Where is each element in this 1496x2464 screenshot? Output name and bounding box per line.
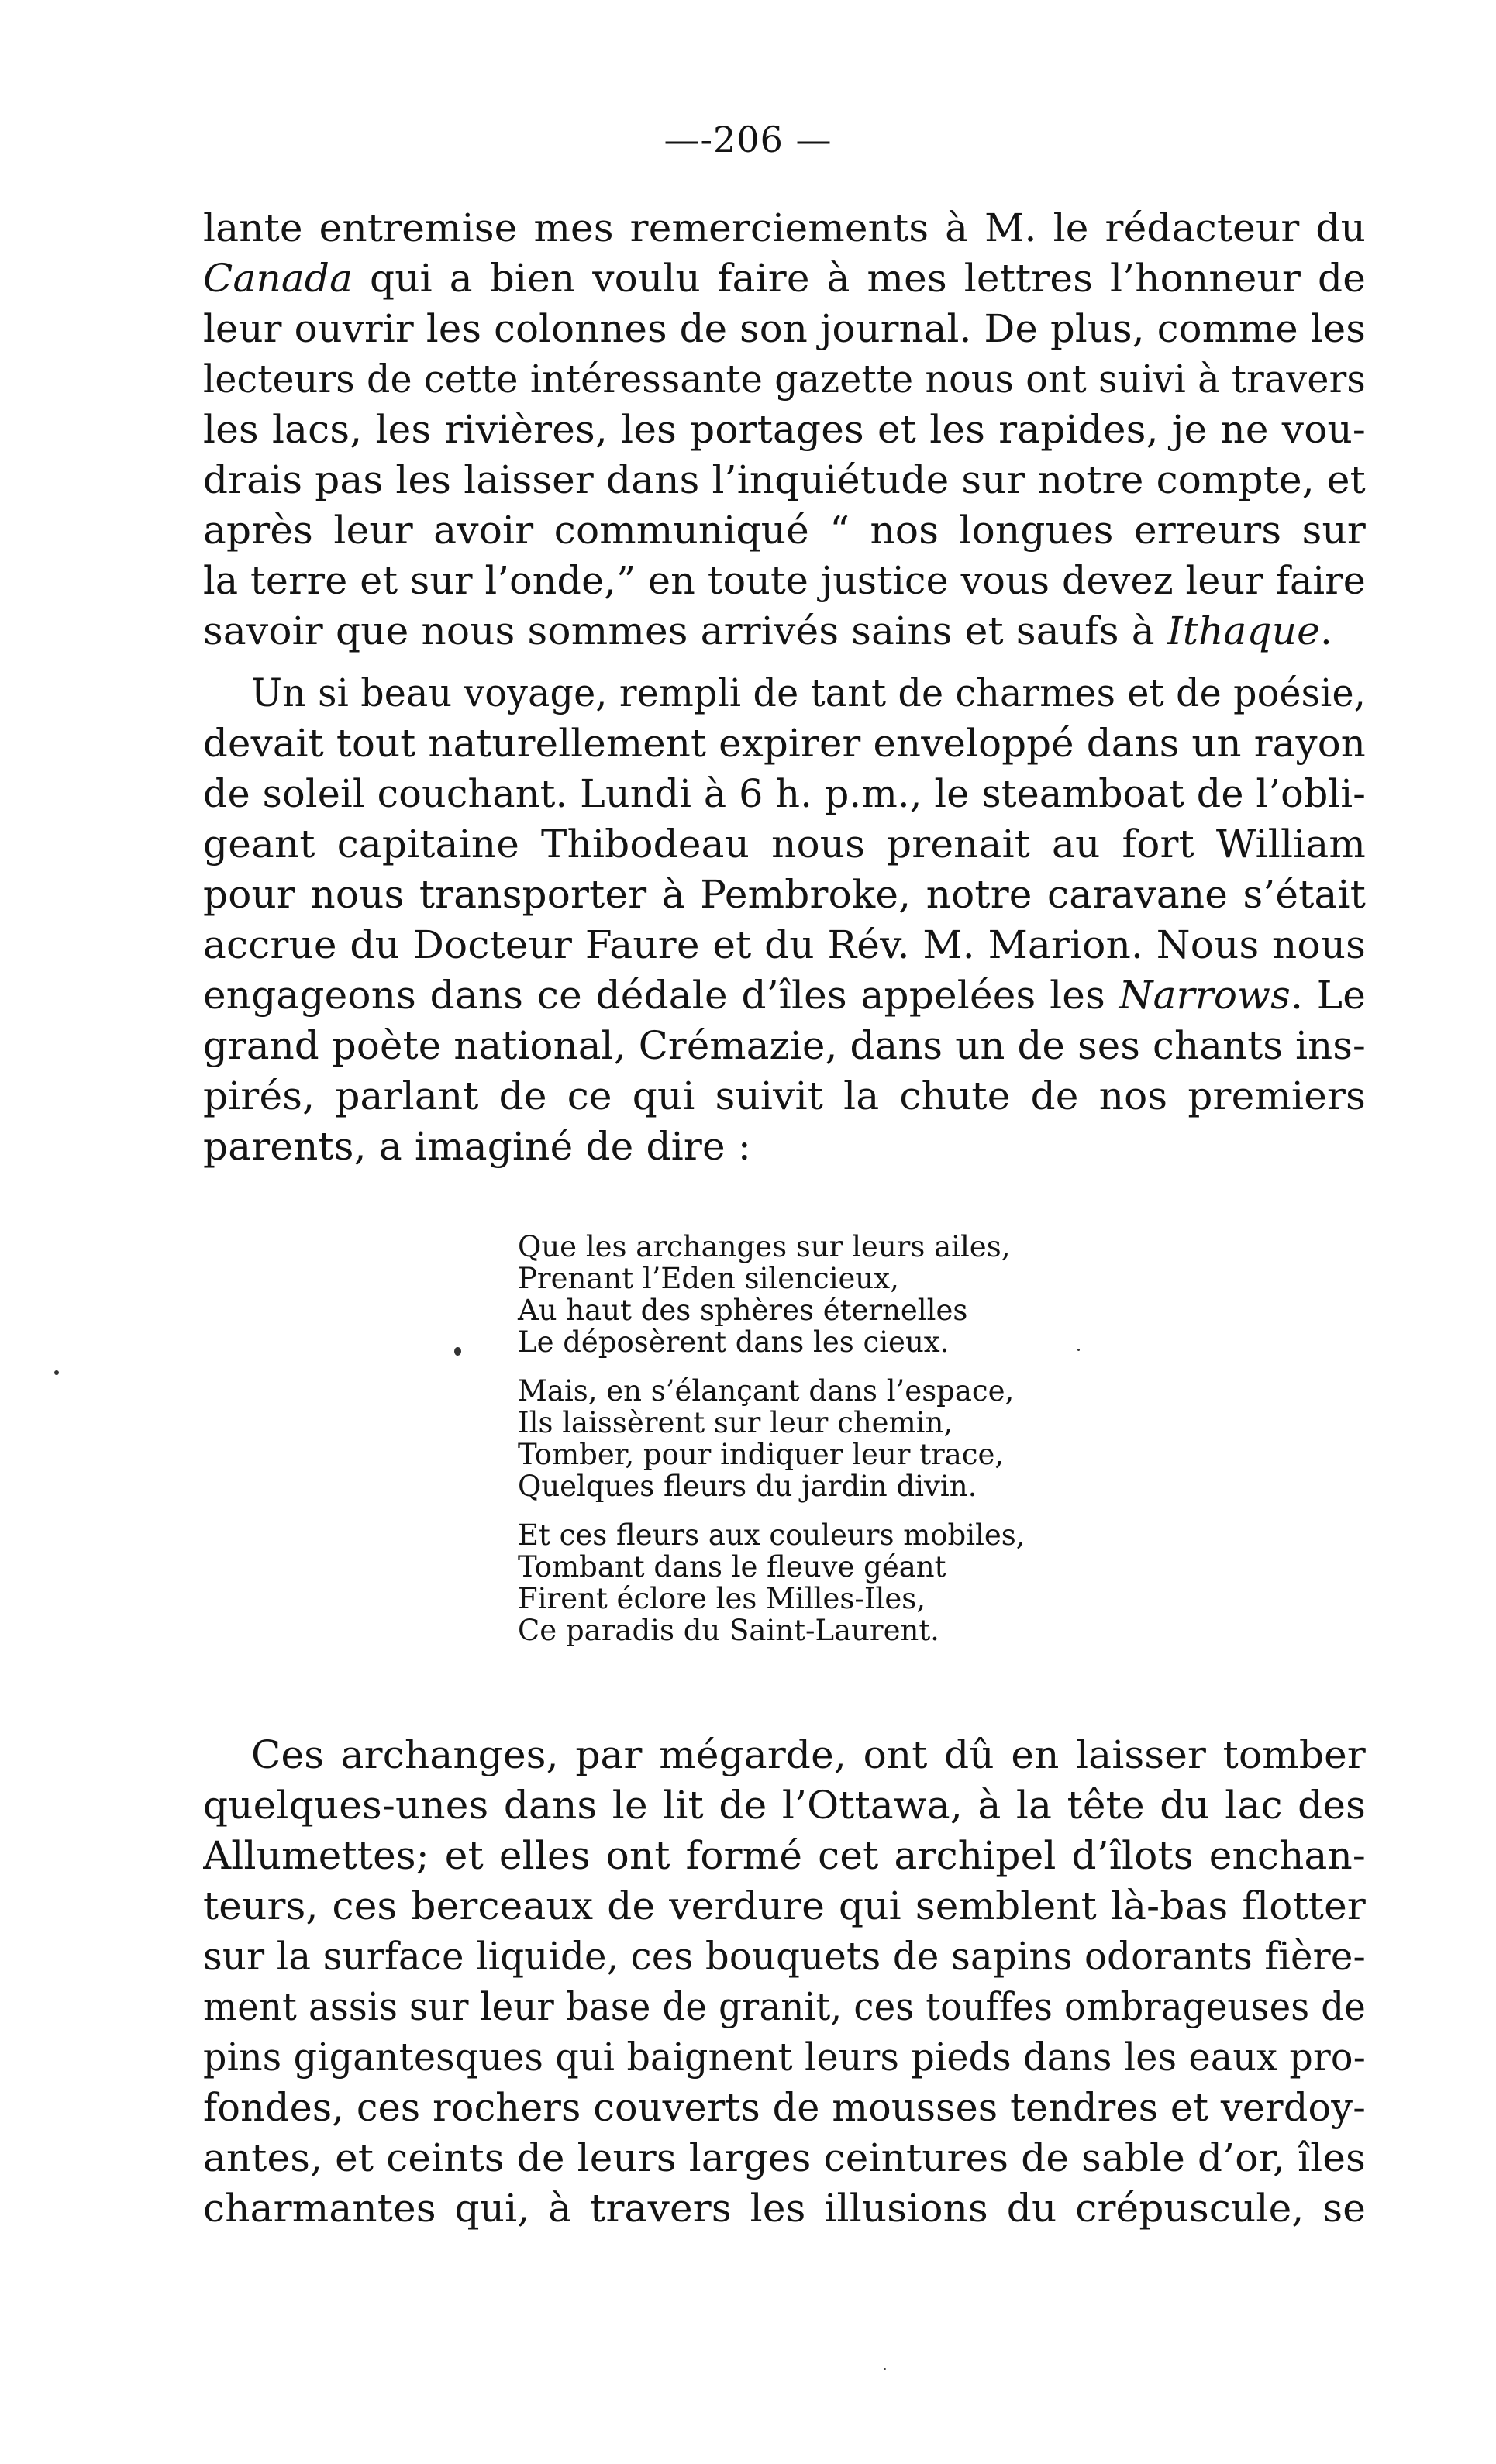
text-line: Un si beau voyage, rempli de tant de charmes et de poésie, [251,670,1366,715]
poem-verse: Et ces fleurs aux couleurs mobiles, [518,1518,1025,1552]
text-line: pins gigantesques qui baignent leurs pieds dans les eaux pro- [203,2035,1366,2080]
poem-stanza-2 [518,1375,1138,1502]
text-line: charmantes qui, à travers les illusions du crépuscule, se [203,2186,1366,2231]
quoted-poem [518,1231,1138,1663]
poem-verse: Le déposèrent dans les cieux. [518,1325,950,1359]
ink-speck [1077,1349,1080,1351]
text-line: lecteurs de cette intéressante gazette nous ont suivi à travers [203,357,1366,401]
ink-speck [884,2368,886,2370]
text-line: Canada qui a bien voulu faire à mes lettres l’honneur de [203,256,1366,301]
text-line: la terre et sur l’onde,” en toute justice vous devez leur faire [203,558,1366,603]
poem-stanza-1 [518,1231,1138,1358]
text-line: grand poète national, Crémazie, dans un de ses chants ins- [203,1023,1366,1068]
ink-speck [54,1370,59,1375]
text-line: teurs, ces berceaux de verdure qui semblent là-bas flotter [203,1883,1366,1928]
text-line: ment assis sur leur base de granit, ces touffes ombrageuses de [203,1984,1366,2029]
poem-verse: Tomber, pour indiquer leur trace, [518,1438,1005,1471]
text-line: pirés, parlant de ce qui suivit la chute de nos premiers [203,1073,1366,1118]
poem-verse: Ce paradis du Saint-Laurent. [518,1614,939,1647]
text-line: Allumettes; et elles ont formé cet archipel d’îlots enchan- [203,1833,1366,1878]
text-line: geant capitaine Thibodeau nous prenait au fort William [203,822,1366,867]
text-line: les lacs, les rivières, les portages et les rapides, je ne vou- [203,407,1366,452]
poem-stanza-3 [518,1519,1138,1646]
ink-speck [454,1347,461,1356]
text-line: drais pas les laisser dans l’inquiétude sur notre compte, et [203,457,1366,502]
poem-verse: Ils laissèrent sur leur chemin, [518,1406,953,1439]
text-line: savoir que nous sommes arrivés sains et saufs à Ithaque. [203,608,1333,653]
page-number: —-206 — [664,119,832,160]
paragraph-3 [203,1730,1366,2234]
text-line: leur ouvrir les colonnes de son journal. De plus, comme les [203,306,1366,351]
poem-verse: Au haut des sphères éternelles [518,1294,968,1327]
poem-verse: Mais, en s’élançant dans l’espace, [518,1374,1015,1408]
text-line: devait tout naturellement expirer enveloppé dans un rayon [203,721,1366,766]
poem-verse: Firent éclore les Milles-Iles, [518,1582,926,1615]
text-line: engageons dans ce dédale d’îles appelées les Narrows. Le [203,973,1366,1018]
text-line: Ces archanges, par mégarde, ont dû en laisser tomber [251,1732,1366,1777]
text-line: pour nous transporter à Pembroke, notre caravane s’était [203,872,1366,917]
text-line: parents, a imaginé de dire : [203,1124,751,1169]
poem-verse: Tombant dans le fleuve géant [518,1550,946,1584]
text-line: antes, et ceints de leurs larges ceintures de sable d’or, îles [203,2135,1366,2180]
poem-verse: Que les archanges sur leurs ailes, [518,1230,1011,1263]
text-line: accrue du Docteur Faure et du Rév. M. Marion. Nous nous [203,922,1366,967]
paragraph-2 [203,668,1366,1172]
text-line: après leur avoir communiqué “ nos longues erreurs sur [203,508,1366,553]
text-line: fondes, ces rochers couverts de mousses tendres et verdoy- [203,2085,1366,2130]
paragraph-1 [203,203,1366,656]
poem-verse: Quelques fleurs du jardin divin. [518,1470,977,1503]
text-line: quelques-unes dans le lit de l’Ottawa, à la tête du lac des [203,1783,1366,1828]
poem-verse: Prenant l’Eden silencieux, [518,1262,899,1295]
text-line: lante entremise mes remerciements à M. le rédacteur du [203,205,1366,250]
text-line: sur la surface liquide, ces bouquets de sapins odorants fière- [203,1934,1366,1979]
text-line: de soleil couchant. Lundi à 6 h. p.m., le steamboat de l’obli- [203,771,1366,816]
